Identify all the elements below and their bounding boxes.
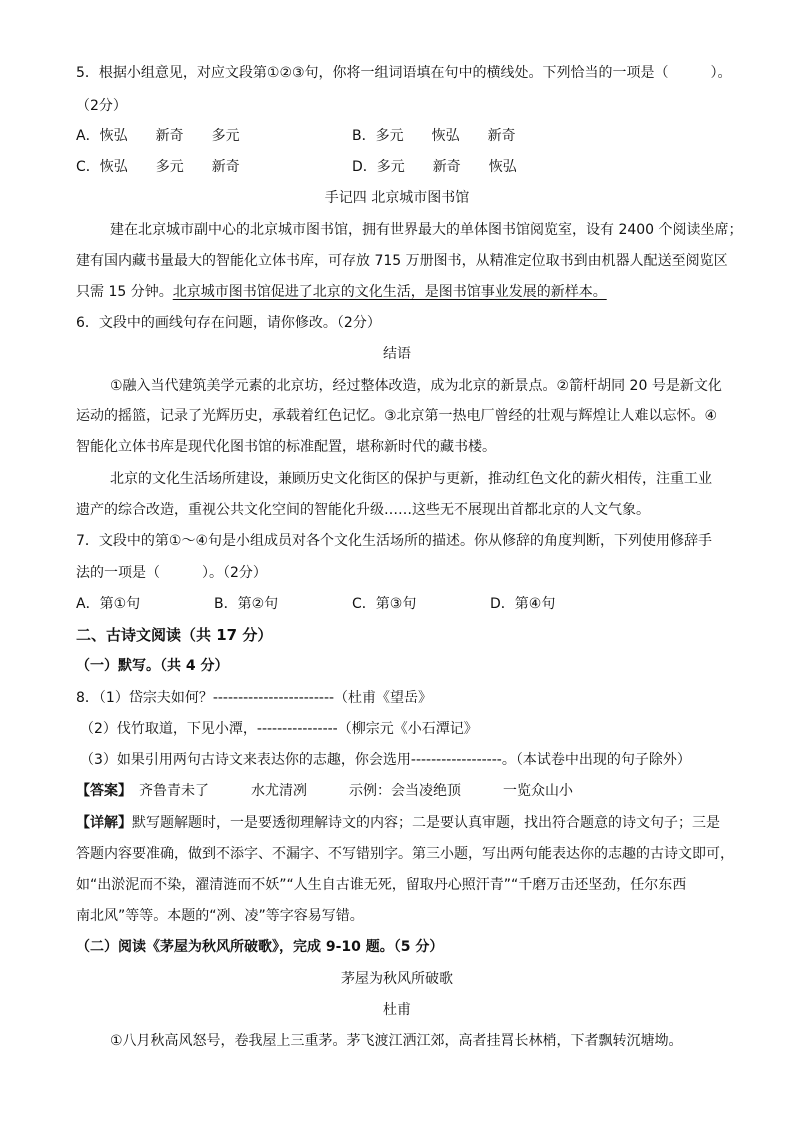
- section-2-title: 二、古诗文阅读（共 17 分）: [76, 626, 273, 644]
- section-2-part-1: （一）默写。（共 4 分）: [76, 658, 229, 674]
- detail-text: 默写题解题时，一是要透彻理解诗文的内容；二是要认真审题，找出符合题意的诗文句子；三是: [132, 815, 720, 831]
- poem-author: 杜甫: [383, 1002, 411, 1018]
- q5-option-c: C．恢弘 多元 新奇: [76, 159, 240, 175]
- answer-tag: 【答案】: [76, 783, 125, 799]
- note4-line-1: 建在北京城市副中心的北京城市图书馆，拥有世界最大的单体图书馆阅览室，设有 2400 个阅读坐席；: [110, 222, 743, 238]
- q8-detail-line-3: 如“出淤泥而不染，濯清涟而不妖”“人生自古谁无死，留取丹心照汗青”“千磨万击还坚劲，任尔东西: [76, 877, 687, 893]
- q7-stem-line-2: 法的一项是（ ）。（2分）: [76, 565, 267, 581]
- poem-line-1: ①八月秋高风怒号，卷我屋上三重茅。茅飞渡江洒江郊，高者挂罥长林梢，下者飘转沉塘坳。: [110, 1033, 683, 1049]
- underlined-sentence: 北京城市图书馆促进了北京的文化生活，是图书馆事业发展的新样本。: [172, 284, 607, 300]
- detail-tag: 【详解】: [76, 815, 132, 831]
- note4-line-3-plain: 只需 15 分钟。: [76, 284, 173, 300]
- conclusion-title: 结语: [383, 346, 411, 362]
- conclusion-p1-line-2: 运动的摇篮，记录了光辉历史，承载着红色记忆。③北京第一热电厂曾经的壮观与辉煌让人难以忘怀。④: [76, 408, 718, 424]
- conclusion-p2-line-2: 遗产的综合改造，重视公共文化空间的智能化升级……这些无不展现出首都北京的人文气象。: [76, 502, 650, 518]
- note4-line-2: 建有国内藏书量最大的智能化立体书库，可存放 715 万册图书，从精准定位取书到由机器人配送至阅览区: [76, 253, 728, 269]
- q7-option-a: A．第①句: [76, 596, 141, 612]
- note4-title: 手记四 北京城市图书馆: [324, 190, 470, 206]
- conclusion-p1-line-1: ①融入当代建筑美学元素的北京坊，经过整体改造，成为北京的新景点。②箭杆胡同 20 号是新文化: [110, 378, 722, 394]
- q5-score: （2分）: [76, 98, 127, 114]
- q8-line-1: 8．（1）岱宗夫如何？------------------------（杜甫《望岳》: [76, 690, 433, 706]
- conclusion-p2-line-1: 北京的文化生活场所建设，兼顾历史文化街区的保护与更新，推动红色文化的薪火相传，注重工业: [110, 471, 712, 487]
- q6-stem: 6．文段中的画线句存在问题，请你修改。（2分）: [76, 315, 381, 331]
- q5-stem: 5．根据小组意见，对应文段第①②③句，你将一组词语填在句中的横线处。下列恰当的一项是（ ）。: [76, 65, 732, 81]
- q7-stem-line-1: 7．文段中的第①～④句是小组成员对各个文化生活场所的描述。你从修辞的角度判断，下列使用修辞手: [76, 533, 713, 549]
- q8-detail-line-2: 答题内容要准确，做到不添字、不漏字、不写错别字。第三小题，写出两句能表达你的志趣的古诗文即可，: [76, 846, 734, 862]
- q5-option-b: B．多元 恢弘 新奇: [352, 128, 516, 144]
- note4-line-3: [76, 282, 607, 302]
- q5-option-a: A．恢弘 新奇 多元: [76, 128, 240, 144]
- conclusion-p1-line-3: 智能化立体书库是现代化图书馆的标准配置，堪称新时代的藏书楼。: [76, 439, 496, 455]
- poem-title: 茅屋为秋风所破歌: [341, 971, 453, 987]
- q5-option-d: D．多元 新奇 恢弘: [352, 159, 517, 175]
- q8-line-3: （3）如果引用两句古诗文来表达你的志趣，你会选用------------------。（本试卷中出现的句子除外）: [80, 752, 691, 768]
- q7-option-b: B．第②句: [214, 596, 279, 612]
- part-2-title: （二）阅读《茅屋为秋风所破歌》，完成 9-10 题。（5 分）: [76, 939, 444, 955]
- q8-detail-line-1: [76, 813, 720, 833]
- q7-option-d: D．第④句: [490, 596, 556, 612]
- q8-detail-line-4: 南北风”等等。本题的“冽、凌”等字容易写错。: [76, 908, 364, 924]
- q8-line-2: （2）伐竹取道，下见小潭，----------------（柳宗元《小石潭记》: [80, 721, 478, 737]
- answer-text: 齐鲁青未了 水尤清冽 示例：会当凌绝顶 一览众山小: [125, 783, 573, 799]
- q8-answer: [76, 781, 573, 801]
- q7-option-c: C．第③句: [352, 596, 417, 612]
